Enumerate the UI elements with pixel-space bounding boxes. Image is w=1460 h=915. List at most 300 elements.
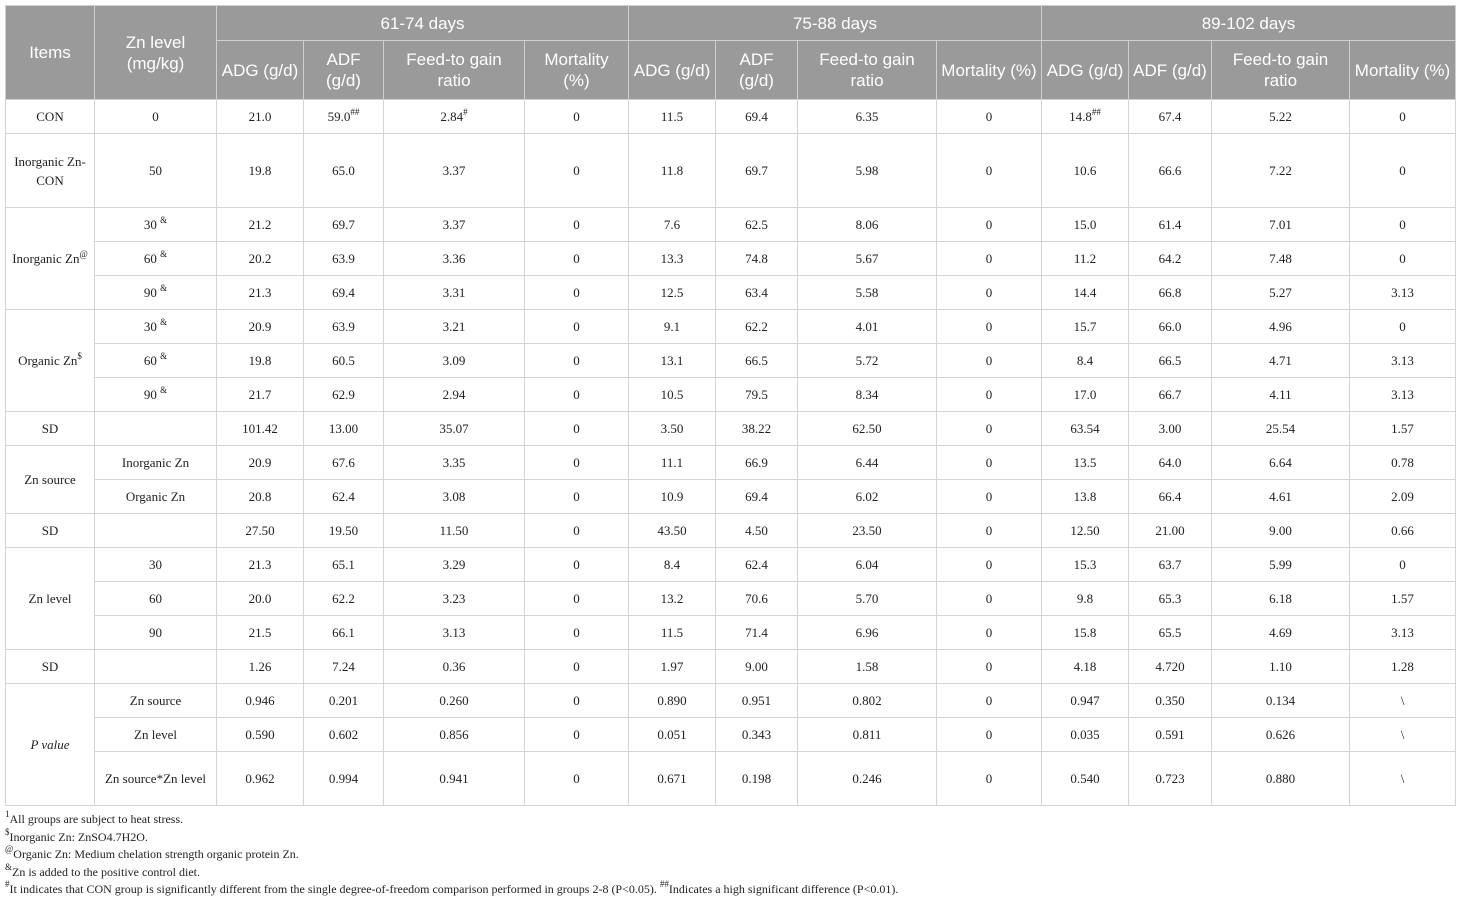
table-row bbox=[6, 514, 1456, 548]
value-cell: 5.70 bbox=[798, 582, 937, 616]
subheader-cell: ADG (g/d) bbox=[629, 41, 716, 100]
footnote: #It indicates that CON group is significantly different from the single degree-of-freedom comparison performed in groups 2-8 (P<0.05). ##Indicates a high significant difference (P<0.01). bbox=[5, 879, 899, 896]
value-cell: 21.0 bbox=[217, 100, 304, 134]
level-cell bbox=[95, 412, 217, 446]
value-cell: 35.07 bbox=[384, 412, 525, 446]
value-cell: 3.09 bbox=[384, 344, 525, 378]
value-cell: 0.035 bbox=[1042, 718, 1129, 752]
table-row bbox=[6, 412, 1456, 446]
value-cell: 2.84# bbox=[384, 100, 525, 134]
value-cell: 6.02 bbox=[798, 480, 937, 514]
value-cell: 64.0 bbox=[1129, 446, 1212, 480]
subheader-cell: ADF (g/d) bbox=[716, 41, 798, 100]
value-cell: \ bbox=[1350, 752, 1456, 806]
value-cell: 70.6 bbox=[716, 582, 798, 616]
subheader-cell: Feed-to gain ratio bbox=[384, 41, 525, 100]
value-cell: 3.35 bbox=[384, 446, 525, 480]
value-cell: 5.67 bbox=[798, 242, 937, 276]
value-cell: 0 bbox=[525, 100, 629, 134]
value-cell: 0 bbox=[525, 650, 629, 684]
table-row bbox=[6, 378, 1456, 412]
value-cell: 63.9 bbox=[304, 242, 384, 276]
value-cell: 0 bbox=[937, 412, 1042, 446]
value-cell: 0 bbox=[937, 480, 1042, 514]
value-cell: 4.50 bbox=[716, 514, 798, 548]
value-cell: 1.58 bbox=[798, 650, 937, 684]
value-cell: 65.5 bbox=[1129, 616, 1212, 650]
header-period-3: 89-102 days bbox=[1042, 6, 1456, 41]
value-cell: 12.5 bbox=[629, 276, 716, 310]
level-cell: 50 bbox=[95, 134, 217, 208]
value-cell: 65.3 bbox=[1129, 582, 1212, 616]
value-cell: 0 bbox=[1350, 100, 1456, 134]
value-cell: 0.723 bbox=[1129, 752, 1212, 806]
table-row bbox=[6, 480, 1456, 514]
subheader-cell: Mortality (%) bbox=[937, 41, 1042, 100]
value-cell: 0.951 bbox=[716, 684, 798, 718]
value-cell: 4.71 bbox=[1212, 344, 1350, 378]
value-cell: 0.591 bbox=[1129, 718, 1212, 752]
value-cell: 65.1 bbox=[304, 548, 384, 582]
value-cell: 0.880 bbox=[1212, 752, 1350, 806]
value-cell: 0 bbox=[937, 100, 1042, 134]
item-cell: Inorganic Zn-CON bbox=[6, 134, 95, 208]
value-cell: 61.4 bbox=[1129, 208, 1212, 242]
value-cell: 62.4 bbox=[716, 548, 798, 582]
value-cell: 6.96 bbox=[798, 616, 937, 650]
level-cell: 90 & bbox=[95, 378, 217, 412]
value-cell: 9.1 bbox=[629, 310, 716, 344]
value-cell: 4.18 bbox=[1042, 650, 1129, 684]
value-cell: 0.994 bbox=[304, 752, 384, 806]
value-cell: 0.941 bbox=[384, 752, 525, 806]
level-cell: Zn level bbox=[95, 718, 217, 752]
value-cell: 0.962 bbox=[217, 752, 304, 806]
value-cell: 15.8 bbox=[1042, 616, 1129, 650]
level-cell: 0 bbox=[95, 100, 217, 134]
value-cell: 3.37 bbox=[384, 134, 525, 208]
value-cell: 14.4 bbox=[1042, 276, 1129, 310]
value-cell: 5.72 bbox=[798, 344, 937, 378]
value-cell: 13.8 bbox=[1042, 480, 1129, 514]
footnotes bbox=[5, 811, 1455, 899]
value-cell: 0 bbox=[937, 752, 1042, 806]
value-cell: 11.50 bbox=[384, 514, 525, 548]
value-cell: 13.3 bbox=[629, 242, 716, 276]
value-cell: 21.3 bbox=[217, 548, 304, 582]
value-cell: 9.00 bbox=[716, 650, 798, 684]
table-row bbox=[6, 446, 1456, 480]
value-cell: 67.6 bbox=[304, 446, 384, 480]
value-cell: 63.54 bbox=[1042, 412, 1129, 446]
value-cell: 0 bbox=[937, 650, 1042, 684]
value-cell: 0 bbox=[525, 446, 629, 480]
value-cell: 62.4 bbox=[304, 480, 384, 514]
value-cell: 3.08 bbox=[384, 480, 525, 514]
subheader-cell: ADF (g/d) bbox=[1129, 41, 1212, 100]
table-row bbox=[6, 310, 1456, 344]
value-cell: 59.0## bbox=[304, 100, 384, 134]
value-cell: 0.540 bbox=[1042, 752, 1129, 806]
value-cell: 0 bbox=[525, 276, 629, 310]
value-cell: 9.8 bbox=[1042, 582, 1129, 616]
value-cell: 66.8 bbox=[1129, 276, 1212, 310]
value-cell: 0 bbox=[525, 514, 629, 548]
footnote: $^1$All groups are subject to heat stress. bbox=[5, 809, 184, 826]
value-cell: 8.4 bbox=[629, 548, 716, 582]
value-cell: 2.09 bbox=[1350, 480, 1456, 514]
value-cell: 69.7 bbox=[304, 208, 384, 242]
value-cell: 0 bbox=[937, 718, 1042, 752]
value-cell: 63.7 bbox=[1129, 548, 1212, 582]
footnote: &Zn is added to the positive control diet. bbox=[5, 861, 200, 879]
value-cell: 0 bbox=[525, 752, 629, 806]
value-cell: 62.50 bbox=[798, 412, 937, 446]
value-cell: 13.2 bbox=[629, 582, 716, 616]
value-cell: 4.61 bbox=[1212, 480, 1350, 514]
table-row bbox=[6, 242, 1456, 276]
value-cell: 69.4 bbox=[716, 100, 798, 134]
item-cell: CON bbox=[6, 100, 95, 134]
value-cell: 7.48 bbox=[1212, 242, 1350, 276]
value-cell: 0.946 bbox=[217, 684, 304, 718]
value-cell: 20.9 bbox=[217, 310, 304, 344]
value-cell: 0 bbox=[1350, 310, 1456, 344]
item-cell: SD bbox=[6, 514, 95, 548]
table-container bbox=[5, 5, 1455, 899]
value-cell: 20.0 bbox=[217, 582, 304, 616]
value-cell: 6.04 bbox=[798, 548, 937, 582]
header-period-2: 75-88 days bbox=[629, 6, 1042, 41]
header-items: Items bbox=[6, 6, 95, 100]
value-cell: 0.947 bbox=[1042, 684, 1129, 718]
value-cell: 64.2 bbox=[1129, 242, 1212, 276]
header-zn-level: Zn level (mg/kg) bbox=[95, 6, 217, 100]
value-cell: 5.98 bbox=[798, 134, 937, 208]
value-cell: 0 bbox=[525, 480, 629, 514]
value-cell: 0 bbox=[1350, 548, 1456, 582]
value-cell: 0 bbox=[525, 684, 629, 718]
value-cell: 15.7 bbox=[1042, 310, 1129, 344]
value-cell: 0 bbox=[937, 276, 1042, 310]
table-row bbox=[6, 684, 1456, 718]
value-cell: 3.13 bbox=[1350, 344, 1456, 378]
footnote: @Organic Zn: Medium chelation strength organic protein Zn. bbox=[5, 844, 299, 861]
level-cell: 90 & bbox=[95, 276, 217, 310]
value-cell: 4.69 bbox=[1212, 616, 1350, 650]
value-cell: 66.9 bbox=[716, 446, 798, 480]
value-cell: 0.260 bbox=[384, 684, 525, 718]
value-cell: 0.343 bbox=[716, 718, 798, 752]
value-cell: 9.00 bbox=[1212, 514, 1350, 548]
value-cell: 0 bbox=[525, 718, 629, 752]
value-cell: 0.36 bbox=[384, 650, 525, 684]
value-cell: 3.13 bbox=[1350, 276, 1456, 310]
value-cell: 0 bbox=[525, 412, 629, 446]
level-cell: Zn source*Zn level bbox=[95, 752, 217, 806]
value-cell: 21.5 bbox=[217, 616, 304, 650]
value-cell: 10.6 bbox=[1042, 134, 1129, 208]
level-cell: 30 & bbox=[95, 310, 217, 344]
value-cell: 38.22 bbox=[716, 412, 798, 446]
value-cell: 69.4 bbox=[716, 480, 798, 514]
value-cell: 62.2 bbox=[716, 310, 798, 344]
value-cell: 0.350 bbox=[1129, 684, 1212, 718]
value-cell: 4.96 bbox=[1212, 310, 1350, 344]
table-row bbox=[6, 650, 1456, 684]
level-cell: 60 & bbox=[95, 242, 217, 276]
value-cell: 1.10 bbox=[1212, 650, 1350, 684]
value-cell: 14.8## bbox=[1042, 100, 1129, 134]
value-cell: 65.0 bbox=[304, 134, 384, 208]
value-cell: 19.8 bbox=[217, 134, 304, 208]
value-cell: 11.2 bbox=[1042, 242, 1129, 276]
value-cell: 0.856 bbox=[384, 718, 525, 752]
subheader-cell: Mortality (%) bbox=[525, 41, 629, 100]
value-cell: 5.27 bbox=[1212, 276, 1350, 310]
value-cell: 20.2 bbox=[217, 242, 304, 276]
value-cell: 62.5 bbox=[716, 208, 798, 242]
value-cell: 3.36 bbox=[384, 242, 525, 276]
value-cell: 0.590 bbox=[217, 718, 304, 752]
value-cell: 0 bbox=[937, 684, 1042, 718]
value-cell: 66.0 bbox=[1129, 310, 1212, 344]
value-cell: 43.50 bbox=[629, 514, 716, 548]
value-cell: 3.13 bbox=[384, 616, 525, 650]
level-cell: 60 & bbox=[95, 344, 217, 378]
value-cell: 5.22 bbox=[1212, 100, 1350, 134]
value-cell: 62.2 bbox=[304, 582, 384, 616]
value-cell: 8.06 bbox=[798, 208, 937, 242]
value-cell: 15.3 bbox=[1042, 548, 1129, 582]
item-cell: Organic Zn$ bbox=[6, 310, 95, 412]
value-cell: 13.1 bbox=[629, 344, 716, 378]
value-cell: 0.602 bbox=[304, 718, 384, 752]
subheader-cell: Feed-to gain ratio bbox=[798, 41, 937, 100]
value-cell: 66.7 bbox=[1129, 378, 1212, 412]
value-cell: 0.201 bbox=[304, 684, 384, 718]
value-cell: 3.13 bbox=[1350, 616, 1456, 650]
value-cell: 79.5 bbox=[716, 378, 798, 412]
value-cell: 7.22 bbox=[1212, 134, 1350, 208]
value-cell: 25.54 bbox=[1212, 412, 1350, 446]
value-cell: 0 bbox=[937, 344, 1042, 378]
value-cell: 0 bbox=[937, 242, 1042, 276]
value-cell: 63.4 bbox=[716, 276, 798, 310]
value-cell: 0 bbox=[525, 310, 629, 344]
level-cell: 60 bbox=[95, 582, 217, 616]
level-cell: Inorganic Zn bbox=[95, 446, 217, 480]
value-cell: 27.50 bbox=[217, 514, 304, 548]
item-cell: Zn source bbox=[6, 446, 95, 514]
table-row bbox=[6, 718, 1456, 752]
header-period-1: 61-74 days bbox=[217, 6, 629, 41]
value-cell: 0 bbox=[937, 208, 1042, 242]
value-cell: 66.5 bbox=[716, 344, 798, 378]
level-cell: Zn source bbox=[95, 684, 217, 718]
value-cell: 2.94 bbox=[384, 378, 525, 412]
subheader-cell: ADG (g/d) bbox=[217, 41, 304, 100]
level-cell: 30 bbox=[95, 548, 217, 582]
value-cell: 10.9 bbox=[629, 480, 716, 514]
value-cell: 0.890 bbox=[629, 684, 716, 718]
value-cell: 67.4 bbox=[1129, 100, 1212, 134]
table-row bbox=[6, 100, 1456, 134]
table-row bbox=[6, 276, 1456, 310]
value-cell: \ bbox=[1350, 684, 1456, 718]
value-cell: 3.21 bbox=[384, 310, 525, 344]
value-cell: 19.50 bbox=[304, 514, 384, 548]
value-cell: 60.5 bbox=[304, 344, 384, 378]
value-cell: 3.29 bbox=[384, 548, 525, 582]
value-cell: 20.9 bbox=[217, 446, 304, 480]
value-cell: 0.802 bbox=[798, 684, 937, 718]
value-cell: 11.1 bbox=[629, 446, 716, 480]
value-cell: 66.1 bbox=[304, 616, 384, 650]
value-cell: 5.58 bbox=[798, 276, 937, 310]
value-cell: 21.2 bbox=[217, 208, 304, 242]
value-cell: 0 bbox=[937, 378, 1042, 412]
value-cell: 4.720 bbox=[1129, 650, 1212, 684]
value-cell: 101.42 bbox=[217, 412, 304, 446]
value-cell: 0.134 bbox=[1212, 684, 1350, 718]
item-cell: Zn level bbox=[6, 548, 95, 650]
table-row bbox=[6, 616, 1456, 650]
value-cell: 3.13 bbox=[1350, 378, 1456, 412]
value-cell: 3.23 bbox=[384, 582, 525, 616]
value-cell: 0.246 bbox=[798, 752, 937, 806]
table-row bbox=[6, 134, 1456, 208]
item-cell: Inorganic Zn@ bbox=[6, 208, 95, 310]
subheader-cell: ADG (g/d) bbox=[1042, 41, 1129, 100]
value-cell: 0.671 bbox=[629, 752, 716, 806]
value-cell: 4.11 bbox=[1212, 378, 1350, 412]
table-row bbox=[6, 208, 1456, 242]
value-cell: 13.00 bbox=[304, 412, 384, 446]
value-cell: 7.24 bbox=[304, 650, 384, 684]
value-cell: 0.626 bbox=[1212, 718, 1350, 752]
value-cell: 0 bbox=[937, 616, 1042, 650]
value-cell: 11.5 bbox=[629, 100, 716, 134]
value-cell: 1.57 bbox=[1350, 412, 1456, 446]
value-cell: 3.00 bbox=[1129, 412, 1212, 446]
value-cell: 3.50 bbox=[629, 412, 716, 446]
value-cell: 23.50 bbox=[798, 514, 937, 548]
subheader-cell: ADF (g/d) bbox=[304, 41, 384, 100]
value-cell: 63.9 bbox=[304, 310, 384, 344]
value-cell: 0 bbox=[937, 446, 1042, 480]
value-cell: 6.64 bbox=[1212, 446, 1350, 480]
value-cell: 1.57 bbox=[1350, 582, 1456, 616]
value-cell: 0 bbox=[525, 344, 629, 378]
item-cell: SD bbox=[6, 412, 95, 446]
value-cell: 74.8 bbox=[716, 242, 798, 276]
value-cell: 0 bbox=[525, 134, 629, 208]
value-cell: 0.051 bbox=[629, 718, 716, 752]
value-cell: 0 bbox=[937, 134, 1042, 208]
level-cell: 30 & bbox=[95, 208, 217, 242]
value-cell: 1.97 bbox=[629, 650, 716, 684]
value-cell: 6.44 bbox=[798, 446, 937, 480]
value-cell: 21.3 bbox=[217, 276, 304, 310]
value-cell: 0 bbox=[937, 310, 1042, 344]
table-body bbox=[6, 100, 1456, 806]
value-cell: 0.78 bbox=[1350, 446, 1456, 480]
subheader-cell: Mortality (%) bbox=[1350, 41, 1456, 100]
table-row bbox=[6, 344, 1456, 378]
value-cell: 0.198 bbox=[716, 752, 798, 806]
value-cell: 13.5 bbox=[1042, 446, 1129, 480]
value-cell: 0 bbox=[937, 582, 1042, 616]
value-cell: 12.50 bbox=[1042, 514, 1129, 548]
value-cell: 20.8 bbox=[217, 480, 304, 514]
table-header bbox=[6, 6, 1456, 100]
value-cell: 19.8 bbox=[217, 344, 304, 378]
item-cell: SD bbox=[6, 650, 95, 684]
footnote: $Inorganic Zn: ZnSO4.7H2O. bbox=[5, 826, 148, 844]
value-cell: 0 bbox=[525, 616, 629, 650]
value-cell: 0 bbox=[525, 548, 629, 582]
level-cell: 90 bbox=[95, 616, 217, 650]
value-cell: \ bbox=[1350, 718, 1456, 752]
value-cell: 0 bbox=[1350, 134, 1456, 208]
value-cell: 7.6 bbox=[629, 208, 716, 242]
value-cell: 6.18 bbox=[1212, 582, 1350, 616]
subheader-cell: Feed-to gain ratio bbox=[1212, 41, 1350, 100]
value-cell: 15.0 bbox=[1042, 208, 1129, 242]
value-cell: 0 bbox=[1350, 208, 1456, 242]
value-cell: 1.26 bbox=[217, 650, 304, 684]
results-table bbox=[5, 5, 1456, 806]
level-cell bbox=[95, 650, 217, 684]
level-cell bbox=[95, 514, 217, 548]
value-cell: 0 bbox=[937, 514, 1042, 548]
value-cell: 7.01 bbox=[1212, 208, 1350, 242]
table-row bbox=[6, 548, 1456, 582]
value-cell: 0 bbox=[525, 242, 629, 276]
value-cell: 21.7 bbox=[217, 378, 304, 412]
value-cell: 0 bbox=[525, 378, 629, 412]
value-cell: 0 bbox=[525, 208, 629, 242]
value-cell: 5.99 bbox=[1212, 548, 1350, 582]
value-cell: 8.4 bbox=[1042, 344, 1129, 378]
value-cell: 69.4 bbox=[304, 276, 384, 310]
value-cell: 0 bbox=[937, 548, 1042, 582]
level-cell: Organic Zn bbox=[95, 480, 217, 514]
value-cell: 21.00 bbox=[1129, 514, 1212, 548]
value-cell: 0.811 bbox=[798, 718, 937, 752]
value-cell: 8.34 bbox=[798, 378, 937, 412]
value-cell: 10.5 bbox=[629, 378, 716, 412]
value-cell: 0 bbox=[1350, 242, 1456, 276]
item-cell: P value bbox=[6, 684, 95, 806]
value-cell: 66.6 bbox=[1129, 134, 1212, 208]
value-cell: 11.8 bbox=[629, 134, 716, 208]
value-cell: 4.01 bbox=[798, 310, 937, 344]
value-cell: 3.37 bbox=[384, 208, 525, 242]
value-cell: 71.4 bbox=[716, 616, 798, 650]
value-cell: 11.5 bbox=[629, 616, 716, 650]
value-cell: 66.4 bbox=[1129, 480, 1212, 514]
value-cell: 0.66 bbox=[1350, 514, 1456, 548]
value-cell: 1.28 bbox=[1350, 650, 1456, 684]
value-cell: 69.7 bbox=[716, 134, 798, 208]
value-cell: 17.0 bbox=[1042, 378, 1129, 412]
value-cell: 3.31 bbox=[384, 276, 525, 310]
value-cell: 66.5 bbox=[1129, 344, 1212, 378]
table-row bbox=[6, 752, 1456, 806]
value-cell: 62.9 bbox=[304, 378, 384, 412]
